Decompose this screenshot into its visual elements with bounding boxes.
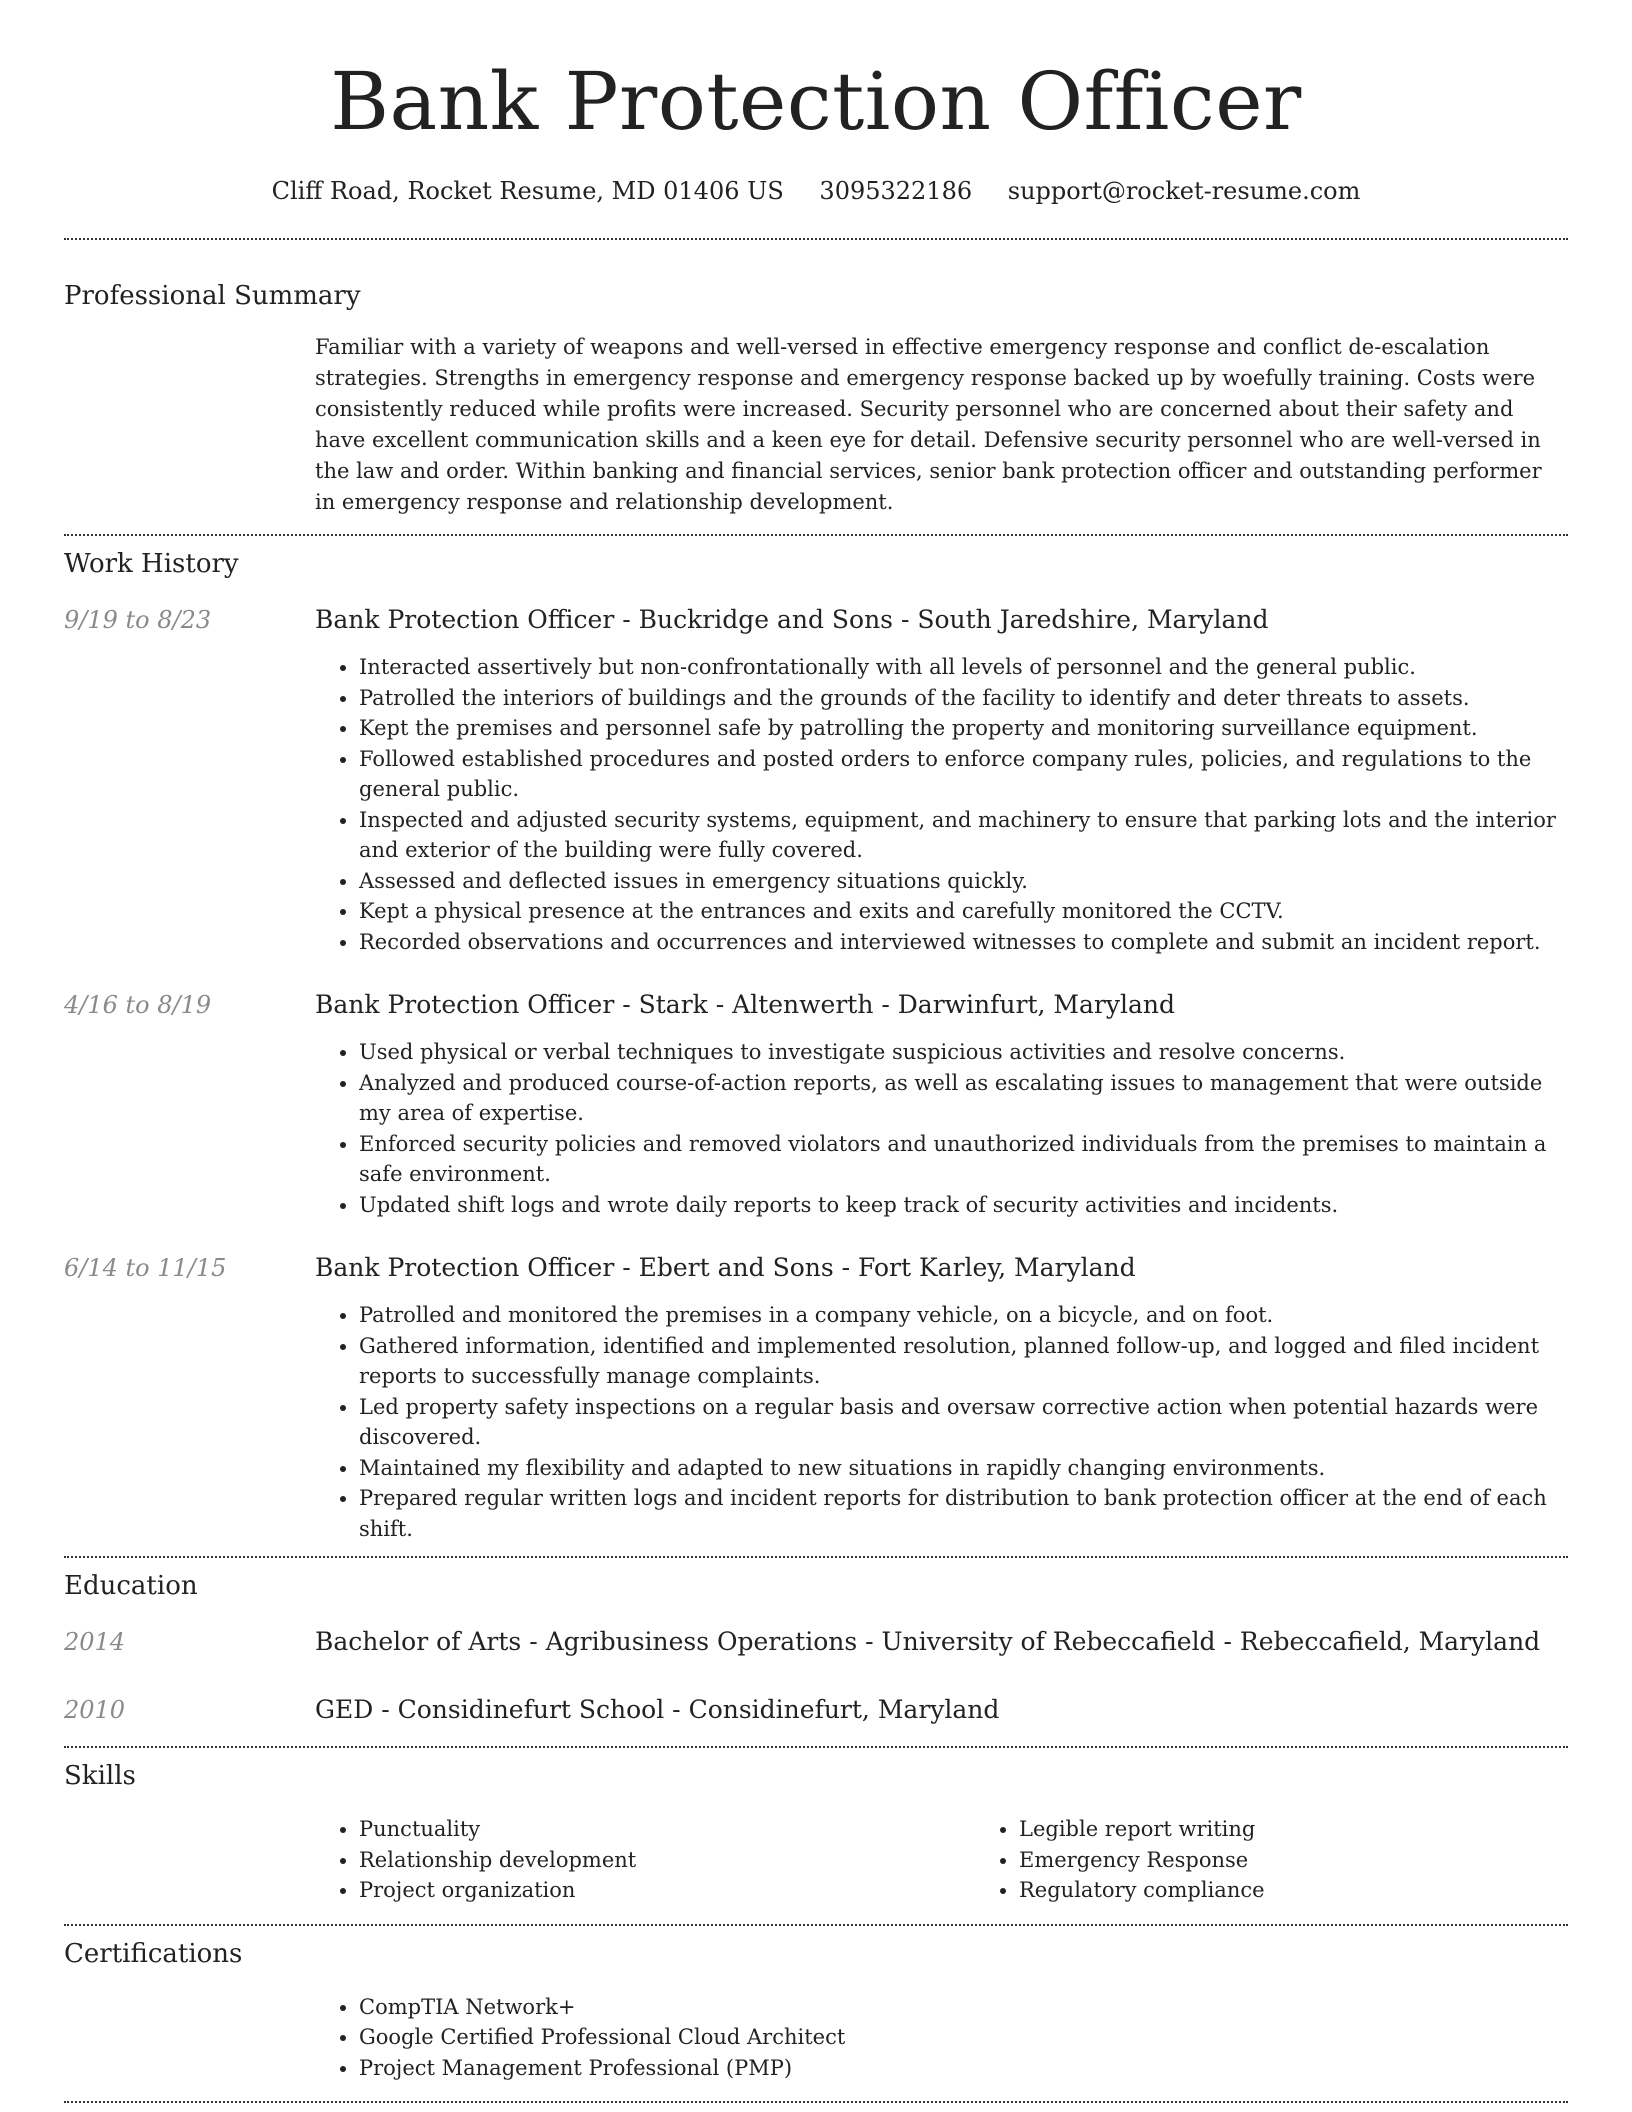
job-bullet: • Recorded observations and occurrences and interviewed witnesses to complete and submit an incident report.	[359, 927, 1568, 958]
job-bullets	[315, 1300, 1568, 1544]
section-title-work-history: Work History	[64, 549, 239, 579]
job-entry	[64, 1250, 1568, 1544]
job-bullet: • Used physical or verbal techniques to investigate suspicious activities and resolve concerns.	[359, 1037, 1568, 1068]
job-title: Bank Protection Officer - Stark - Altenwerth - Darwinfurt, Maryland	[315, 990, 1175, 1019]
skill-item: • Relationship development	[359, 1845, 975, 1876]
section-divider	[64, 534, 1568, 536]
job-dates: 9/19 to 8/23	[64, 606, 212, 634]
certification-item: • Google Certified Professional Cloud Architect	[359, 2022, 1568, 2053]
section-divider	[64, 1924, 1568, 1926]
job-entry	[64, 602, 1568, 957]
contact-phone: 3095322186	[819, 177, 973, 205]
skill-item: • Project organization	[359, 1875, 975, 1906]
skills-column	[975, 1814, 1632, 1906]
job-bullet: • Prepared regular written logs and incident reports for distribution to bank protection officer at the end of each shift.	[359, 1483, 1568, 1544]
skill-item: • Emergency Response	[1019, 1845, 1632, 1876]
section-divider	[64, 238, 1568, 240]
section-title-certifications: Certifications	[64, 1938, 243, 1969]
contact-line	[64, 174, 1568, 208]
skill-item: • Punctuality	[359, 1814, 975, 1845]
summary-section	[64, 278, 1568, 518]
job-bullet: • Maintained my flexibility and adapted to new situations in rapidly changing environments.	[359, 1453, 1568, 1484]
education-section	[64, 1568, 1568, 1728]
certifications-list	[315, 1992, 1568, 2084]
education-year: 2014	[64, 1628, 126, 1656]
contact-email: support@rocket-resume.com	[1007, 177, 1361, 205]
skill-item: • Legible report writing	[1019, 1814, 1632, 1845]
section-title-summary: Professional Summary	[64, 281, 361, 311]
skill-item: • Regulatory compliance	[1019, 1875, 1632, 1906]
job-bullet: • Patrolled and monitored the premises in a company vehicle, on a bicycle, and on foot.	[359, 1300, 1568, 1331]
education-degree: GED - Considinefurt School - Considinefurt, Maryland	[315, 1695, 1000, 1724]
job-bullet: • Gathered information, identified and implemented resolution, planned follow-up, and logged and filed incident reports to successfully manage complaints.	[359, 1331, 1568, 1392]
job-bullets	[315, 1037, 1568, 1220]
job-bullets	[315, 652, 1568, 957]
job-bullet: • Followed established procedures and posted orders to enforce company rules, policies, and regulations to the general public.	[359, 744, 1568, 805]
section-divider	[64, 2101, 1568, 2103]
education-degree: Bachelor of Arts - Agribusiness Operations - University of Rebeccafield - Rebeccafield, Maryland	[315, 1627, 1541, 1656]
job-title: Bank Protection Officer - Buckridge and Sons - South Jaredshire, Maryland	[315, 605, 1269, 634]
section-title-skills: Skills	[64, 1761, 136, 1791]
skills-grid	[315, 1814, 1568, 1906]
certifications-section	[64, 1936, 1568, 2084]
education-entry	[64, 1692, 1568, 1728]
skills-section	[64, 1758, 1568, 1906]
work-history-section	[64, 546, 1568, 1544]
job-dates: 4/16 to 8/19	[64, 991, 212, 1019]
job-dates: 6/14 to 11/15	[64, 1254, 227, 1282]
job-entry	[64, 987, 1568, 1220]
job-title: Bank Protection Officer - Ebert and Sons - Fort Karley, Maryland	[315, 1253, 1136, 1282]
section-divider	[64, 1556, 1568, 1558]
certification-item: • CompTIA Network+	[359, 1992, 1568, 2023]
job-bullet: • Patrolled the interiors of buildings and the grounds of the facility to identify and deter threats to assets.	[359, 683, 1568, 714]
section-divider	[64, 1746, 1568, 1748]
job-bullet: • Kept the premises and personnel safe by patrolling the property and monitoring surveillance equipment.	[359, 713, 1568, 744]
summary-text: Familiar with a variety of weapons and well-versed in effective emergency response and conflict de-escalation strategies. Strengths in emergency response and emergency response backed up by woefully training. Costs were consistently reduced while profits were increased. Security personnel who are concerned about their safety and have excellent communication skills and a keen eye for detail. Defensive security personnel who are well-versed in the law and order. Within banking and financial services, senior bank protection officer and outstanding performer in emergency response and relationship development.	[315, 335, 1542, 514]
job-bullet: • Interacted assertively but non-confrontationally with all levels of personnel and the general public.	[359, 652, 1568, 683]
education-entry	[64, 1624, 1568, 1660]
job-bullet: • Assessed and deflected issues in emergency situations quickly.	[359, 866, 1568, 897]
job-bullet: • Led property safety inspections on a regular basis and oversaw corrective action when potential hazards were discovered.	[359, 1392, 1568, 1453]
certification-item: • Project Management Professional (PMP)	[359, 2053, 1568, 2084]
education-year: 2010	[64, 1696, 126, 1724]
skills-column	[315, 1814, 975, 1906]
job-bullet: • Analyzed and produced course-of-action reports, as well as escalating issues to management that were outside my area of expertise.	[359, 1068, 1568, 1129]
job-bullet: • Inspected and adjusted security systems, equipment, and machinery to ensure that parking lots and the interior and exterior of the building were fully covered.	[359, 805, 1568, 866]
section-title-education: Education	[64, 1571, 198, 1601]
contact-address: Cliff Road, Rocket Resume, MD 01406 US	[271, 177, 784, 205]
job-bullet: • Enforced security policies and removed violators and unauthorized individuals from the premises to maintain a safe environment.	[359, 1129, 1568, 1190]
job-bullet: • Kept a physical presence at the entrances and exits and carefully monitored the CCTV.	[359, 896, 1568, 927]
resume-name: Bank Protection Officer	[330, 55, 1302, 148]
job-bullet: • Updated shift logs and wrote daily reports to keep track of security activities and incidents.	[359, 1190, 1568, 1221]
